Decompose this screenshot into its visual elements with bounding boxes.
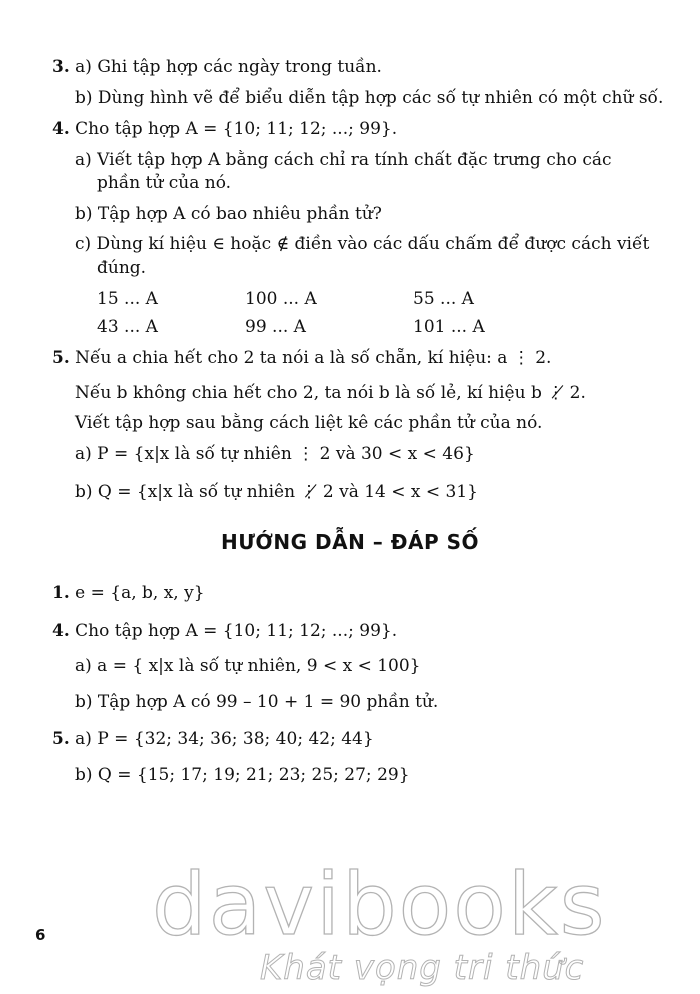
answer-5-a (52, 728, 374, 750)
exercise-5-line1 (52, 347, 551, 369)
answer-4-number: 4. (52, 621, 70, 641)
answer-5-a-text: a) P = {32; 34; 36; 38; 40; 42; 44} (75, 729, 374, 749)
answer-1-number: 1. (52, 583, 70, 603)
grid-cell: 99 ... A (245, 317, 306, 337)
exercise-3-a-text: a) Ghi tập hợp các ngày trong tuần. (75, 57, 382, 77)
answer-4-a: a) a = { x|x là số tự nhiên, 9 < x < 100} (75, 656, 421, 676)
exercise-4-c-line1: c) Dùng kí hiệu ∈ hoặc ∉ điền vào các dấu chấm để được cách viết (75, 234, 650, 254)
exercise-4-a-line1: a) Viết tập hợp A bằng cách chỉ ra tính chất đặc trưng cho các (75, 150, 612, 170)
exercise-5-number: 5. (52, 348, 70, 368)
grid-cell: 15 ... A (97, 289, 158, 309)
grid-cell: 100 ... A (245, 289, 317, 309)
exercise-4-intro-text: Cho tập hợp A = {10; 11; 12; ...; 99}. (75, 119, 398, 139)
answer-1 (52, 582, 205, 604)
exercise-5-b: b) Q = {x|x là số tự nhiên ⋮̸ 2 và 14 < x < 31} (75, 482, 479, 502)
exercise-5-line3: Viết tập hợp sau bằng cách liệt kê các phần tử của nó. (75, 413, 543, 433)
exercise-5-line2: Nếu b không chia hết cho 2, ta nói b là số lẻ, kí hiệu b ⋮̸ 2. (75, 383, 586, 403)
exercise-5-a: a) P = {x|x là số tự nhiên ⋮ 2 và 30 < x < 46} (75, 444, 475, 464)
grid-cell: 101 ... A (413, 317, 485, 337)
exercise-4-a-line2: phần tử của nó. (97, 173, 232, 193)
grid-cell: 55 ... A (413, 289, 474, 309)
answer-4-b: b) Tập hợp A có 99 – 10 + 1 = 90 phần tử. (75, 692, 439, 712)
watermark-slogan: Khát vọng tri thức (260, 948, 585, 988)
answer-1-text: e = {a, b, x, y} (75, 583, 205, 603)
exercise-4-c-line2: đúng. (97, 258, 147, 278)
exercise-3-number: 3. (52, 57, 70, 77)
answer-5-b: b) Q = {15; 17; 19; 21; 23; 25; 27; 29} (75, 765, 410, 785)
exercise-5-line1-text: Nếu a chia hết cho 2 ta nói a là số chẵn, kí hiệu: a ⋮ 2. (75, 348, 552, 368)
exercise-4-intro (52, 118, 397, 140)
exercise-3-b: b) Dùng hình vẽ để biểu diễn tập hợp các số tự nhiên có một chữ số. (75, 88, 664, 108)
page-number: 6 (35, 926, 46, 944)
answer-5-number: 5. (52, 729, 70, 749)
answer-4-intro-text: Cho tập hợp A = {10; 11; 12; ...; 99}. (75, 621, 398, 641)
exercise-4-number: 4. (52, 119, 70, 139)
answers-heading: HƯỚNG DẪN – ĐÁP SỐ (220, 530, 480, 554)
exercise-4-b: b) Tập hợp A có bao nhiêu phần tử? (75, 204, 382, 224)
exercise-3-a (52, 56, 382, 78)
watermark-brand: davibooks (152, 855, 607, 955)
grid-cell: 43 ... A (97, 317, 158, 337)
answer-4-intro (52, 620, 397, 642)
